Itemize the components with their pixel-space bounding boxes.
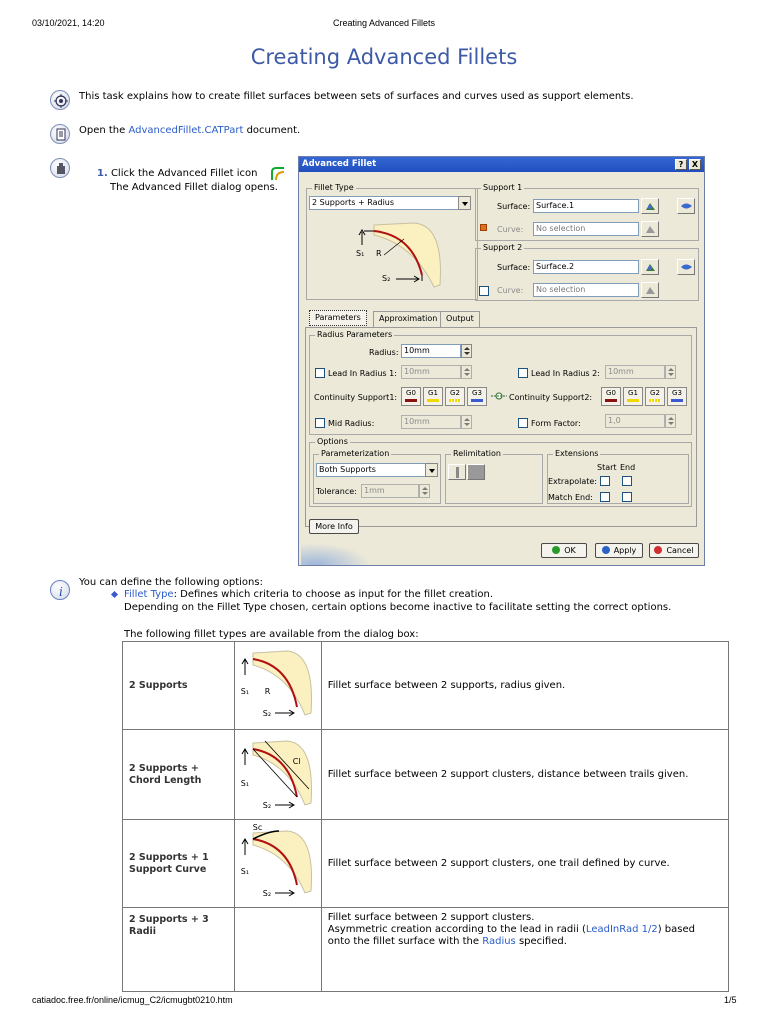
radius-field[interactable]: 10mm xyxy=(401,344,461,358)
support1-surface-select-icon[interactable] xyxy=(641,198,659,214)
diagram-s2-label: S₂ xyxy=(382,274,391,283)
img-s1-label: S₁ xyxy=(240,778,250,788)
task-icon xyxy=(50,90,70,110)
fillet-type-select[interactable]: 2 Supports + Radius xyxy=(309,196,471,210)
step-icon xyxy=(50,158,70,178)
step-prefix: Click the xyxy=(110,168,158,179)
open-prefix: Open the xyxy=(79,125,129,136)
row-desc-line1: Fillet surface between 2 support clusters. xyxy=(327,912,535,923)
continuity-support2-label: Continuity Support2: xyxy=(509,393,593,402)
cancel-label: Cancel xyxy=(666,546,694,555)
parameterization-select[interactable]: Both Supports xyxy=(316,463,438,477)
tolerance-spinner[interactable] xyxy=(419,484,430,498)
fillet-type-label: Fillet Type xyxy=(314,183,354,192)
img-s1-label: S₁ xyxy=(240,866,250,876)
table-row xyxy=(123,642,729,730)
support1-curve-indicator xyxy=(480,224,487,231)
open-document-text xyxy=(79,124,300,137)
row-desc-line3 xyxy=(328,936,722,948)
mid-radius-field[interactable]: 10mm xyxy=(401,415,461,429)
g2-label: G2 xyxy=(650,389,660,397)
info-icon xyxy=(50,580,70,600)
support1-label: Support 1 xyxy=(483,183,523,192)
row-description: Fillet surface between 2 support clusters, one trail defined by curve. xyxy=(321,820,728,908)
print-tab-title: Creating Advanced Fillets xyxy=(332,18,436,28)
parameterization-label: Parameterization xyxy=(321,449,390,458)
support2-surface-label: Surface: xyxy=(497,263,531,272)
support2-g0-button[interactable] xyxy=(601,387,621,406)
g1-label: G1 xyxy=(628,389,638,397)
radius-link[interactable]: Radius xyxy=(482,936,516,947)
extensions-end-label: End xyxy=(620,463,636,472)
step-bold: Advanced Fillet xyxy=(157,168,234,179)
g3-label: G3 xyxy=(472,389,482,397)
support1-g1-button[interactable] xyxy=(423,387,443,406)
row-description: Fillet surface between 2 supports, radius given. xyxy=(321,642,728,730)
fillet-type-bullet xyxy=(124,588,493,601)
row-desc-line3b: specified. xyxy=(515,936,567,947)
support1-g3-button[interactable] xyxy=(467,387,487,406)
fillet-type-dropdown-arrow[interactable] xyxy=(458,196,471,210)
g0-label: G0 xyxy=(606,389,616,397)
options-label: Options xyxy=(317,437,348,446)
row-image xyxy=(234,642,321,730)
lead-in-1-field[interactable]: 10mm xyxy=(401,365,461,379)
support2-options-icon[interactable] xyxy=(677,259,695,275)
print-datetime: 03/10/2021, 14:20 xyxy=(32,18,105,28)
extrapolate-end-checkbox[interactable] xyxy=(622,476,632,486)
form-factor-spinner[interactable] xyxy=(665,414,676,428)
row-name: 2 Supports + Chord Length xyxy=(123,730,235,820)
g0-label: G0 xyxy=(406,389,416,397)
support2-curve-field[interactable]: No selection xyxy=(533,283,639,297)
relimitation-option1-icon[interactable] xyxy=(448,464,466,480)
img-s2-label: S₂ xyxy=(262,800,272,810)
support1-curve-select-icon[interactable] xyxy=(641,221,659,237)
extensions-label: Extensions xyxy=(555,449,599,458)
form-factor-label: Form Factor: xyxy=(531,419,581,428)
lead-in-2-checkbox[interactable] xyxy=(518,368,528,378)
fillet-type-term: Fillet Type xyxy=(124,589,174,600)
lead-in-1-checkbox[interactable] xyxy=(315,368,325,378)
print-url: catiadoc.free.fr/online/icmug_C2/icmugbt0210.htm xyxy=(32,995,233,1005)
apply-button[interactable] xyxy=(595,543,643,558)
row-image xyxy=(234,908,321,992)
lead-in-2-spinner[interactable] xyxy=(665,365,676,379)
bullet-icon xyxy=(111,591,118,598)
row-desc-line2b: ) based xyxy=(657,924,695,935)
support2-g2-button[interactable] xyxy=(645,387,665,406)
relimitation-label: Relimitation xyxy=(453,449,501,458)
open-suffix: document. xyxy=(243,125,301,136)
img-s1-label: S₁ xyxy=(240,686,250,696)
row-desc-line2a: Asymmetric creation according to the lead in radii ( xyxy=(327,924,586,935)
dialog-corner-graphic xyxy=(301,543,371,565)
diagram-r-label: R xyxy=(376,249,382,258)
support1-options-icon[interactable] xyxy=(677,198,695,214)
fillet-type-note: Depending on the Fillet Type chosen, certain options become inactive to facilitate setting the correct options. xyxy=(124,602,672,613)
match-end-end-checkbox[interactable] xyxy=(622,492,632,502)
img-s2-label: S₂ xyxy=(262,708,272,718)
row-description xyxy=(321,908,728,992)
step-line2: The Advanced Fillet dialog opens. xyxy=(110,182,278,193)
radius-label: Radius: xyxy=(369,348,399,357)
row-desc-line3a: onto the fillet surface with the xyxy=(327,936,483,947)
extrapolate-label: Extrapolate: xyxy=(548,477,597,486)
support1-surface-field[interactable]: Surface.1 xyxy=(533,199,639,213)
svg-text:i: i xyxy=(59,585,63,599)
dialog-title: Advanced Fillet xyxy=(302,159,377,169)
ok-button[interactable] xyxy=(541,543,587,558)
img-sc-label: Sc xyxy=(252,822,263,832)
tab-approximation[interactable]: Approximation xyxy=(373,311,443,327)
mid-radius-checkbox[interactable] xyxy=(315,418,325,428)
more-info-button[interactable]: More Info xyxy=(309,519,359,534)
support1-curve-field[interactable]: No selection xyxy=(533,222,639,236)
tolerance-field[interactable]: 1mm xyxy=(361,484,419,498)
support2-g1-button[interactable] xyxy=(623,387,643,406)
extrapolate-start-checkbox[interactable] xyxy=(600,476,610,486)
support2-curve-checkbox[interactable] xyxy=(479,286,489,296)
lead-in-2-field[interactable]: 10mm xyxy=(605,365,665,379)
row-name: 2 Supports + 3 Radii xyxy=(123,908,235,992)
ok-label: OK xyxy=(564,546,576,555)
row-name: 2 Supports + 1 Support Curve xyxy=(123,820,235,908)
print-page-number: 1/5 xyxy=(724,995,737,1005)
options-intro: You can define the following options: xyxy=(79,577,263,588)
extensions-start-label: Start xyxy=(597,463,617,472)
support1-curve-label: Curve: xyxy=(497,225,524,234)
support2-label: Support 2 xyxy=(483,243,523,252)
lead-in-2-label: Lead In Radius 2: xyxy=(531,369,600,378)
fillet-types-table xyxy=(122,641,729,992)
continuity-support1-label: Continuity Support1: xyxy=(314,393,398,402)
lead-in-1-spinner[interactable] xyxy=(461,365,472,379)
table-intro: The following fillet types are available from the dialog box: xyxy=(124,629,419,640)
img-s2-label: S₂ xyxy=(262,888,272,898)
intro-text: This task explains how to create fillet surfaces between sets of surfaces and curves used as support elements. xyxy=(79,91,634,102)
support1-surface-label: Surface: xyxy=(497,202,531,211)
match-end-start-checkbox[interactable] xyxy=(600,492,610,502)
step-suffix: icon xyxy=(233,168,258,179)
diagram-s1-label: S₁ xyxy=(356,249,365,258)
row-description: Fillet surface between 2 support clusters, distance between trails given. xyxy=(321,730,728,820)
row-desc-line2 xyxy=(328,924,722,936)
row-name: 2 Supports xyxy=(123,642,235,730)
img-cl-label: Cl xyxy=(292,756,301,766)
leadinrad-link[interactable]: LeadInRad 1/2 xyxy=(585,924,658,935)
support2-g3-button[interactable] xyxy=(667,387,687,406)
match-end-label: Match End: xyxy=(548,493,593,502)
document-icon xyxy=(50,124,70,144)
g1-label: G1 xyxy=(428,389,438,397)
row-image xyxy=(234,820,321,908)
support1-g2-button[interactable] xyxy=(445,387,465,406)
table-row xyxy=(123,908,729,992)
close-button[interactable]: X xyxy=(689,159,701,170)
mid-radius-spinner[interactable] xyxy=(461,415,472,429)
form-factor-checkbox[interactable] xyxy=(518,418,528,428)
form-factor-field[interactable]: 1,0 xyxy=(605,414,665,428)
apply-label: Apply xyxy=(613,546,637,555)
g2-label: G2 xyxy=(450,389,460,397)
lead-in-1-label: Lead In Radius 1: xyxy=(328,369,397,378)
relimitation-option2-icon[interactable] xyxy=(467,464,485,480)
img-r-label: R xyxy=(264,686,271,696)
fillet-type-definition: : Defines which criteria to choose as input for the fillet creation. xyxy=(173,589,494,600)
tolerance-label: Tolerance: xyxy=(316,487,357,496)
radius-parameters-label: Radius Parameters xyxy=(317,330,393,339)
support2-surface-field[interactable]: Surface.2 xyxy=(533,260,639,274)
apply-icon xyxy=(602,546,610,554)
row-image xyxy=(234,730,321,820)
fillet-type-diagram xyxy=(344,215,444,295)
support2-surface-select-icon[interactable] xyxy=(641,259,659,275)
parameterization-dropdown-arrow[interactable] xyxy=(425,463,438,477)
help-button[interactable]: ? xyxy=(675,159,687,170)
step-line1 xyxy=(97,167,258,180)
cancel-button[interactable] xyxy=(649,543,699,558)
tab-output[interactable]: Output xyxy=(440,311,480,327)
continuity-link-icon[interactable] xyxy=(491,391,507,401)
dialog-title-bar xyxy=(299,157,704,172)
tab-parameters[interactable]: Parameters xyxy=(309,310,367,326)
support2-curve-label: Curve: xyxy=(497,286,524,295)
g3-label: G3 xyxy=(672,389,682,397)
advanced-fillet-catpart-link[interactable]: AdvancedFillet.CATPart xyxy=(128,125,244,136)
page-title: Creating Advanced Fillets xyxy=(250,45,518,69)
table-row xyxy=(123,730,729,820)
cancel-icon xyxy=(654,546,662,554)
radius-spinner[interactable] xyxy=(461,344,472,358)
advanced-fillet-dialog xyxy=(298,156,705,566)
ok-icon xyxy=(552,546,560,554)
advanced-fillet-icon[interactable] xyxy=(270,166,286,182)
step-number: 1. xyxy=(97,168,108,179)
support2-curve-select-icon[interactable] xyxy=(641,282,659,298)
mid-radius-label: Mid Radius: xyxy=(328,419,375,428)
support1-g0-button[interactable] xyxy=(401,387,421,406)
table-row xyxy=(123,820,729,908)
